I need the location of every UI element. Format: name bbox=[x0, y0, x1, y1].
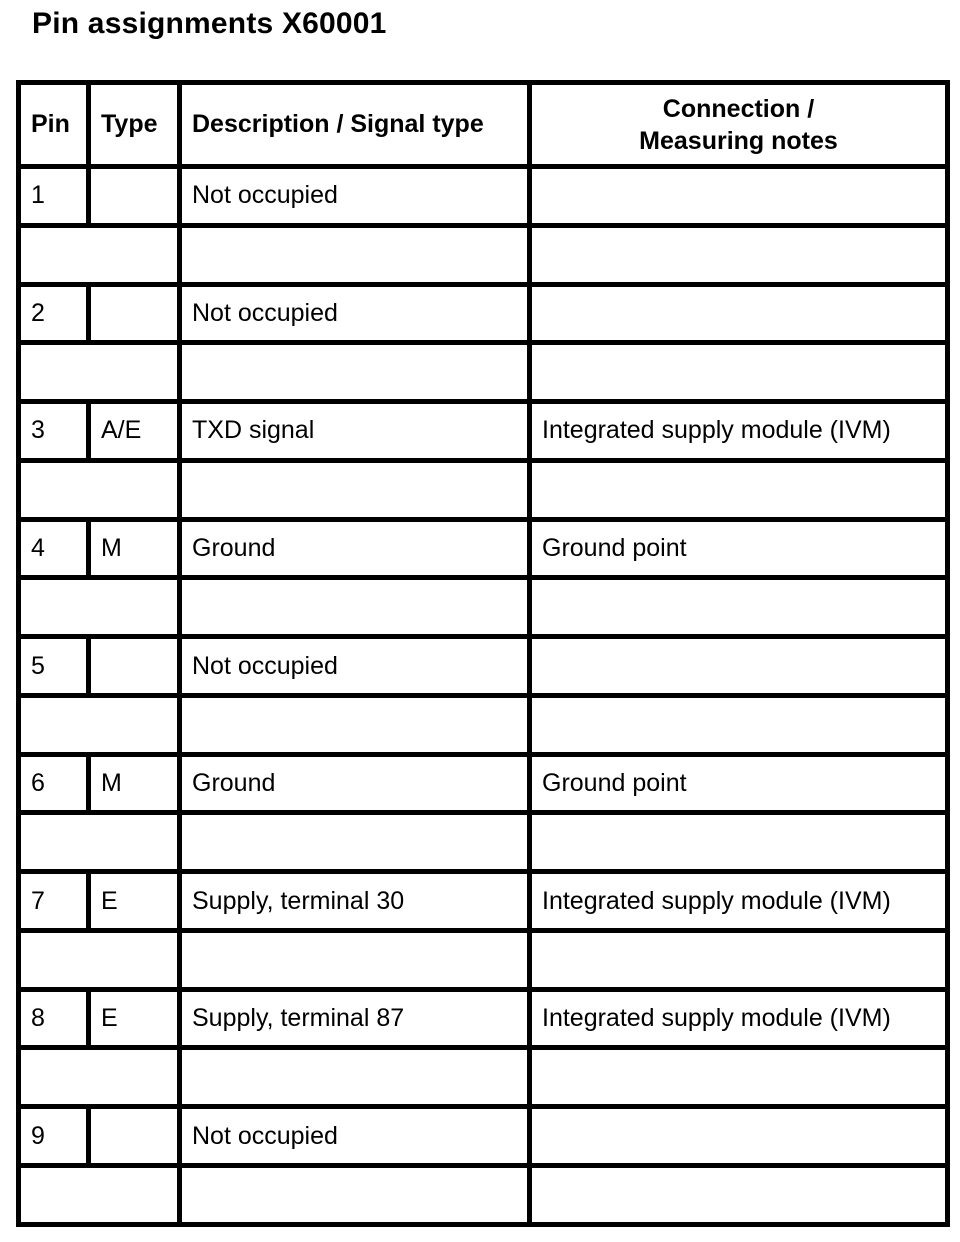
spacer-row bbox=[19, 460, 948, 519]
column-header-notes bbox=[530, 83, 948, 167]
spacer-cell bbox=[180, 695, 530, 754]
type-cell: E bbox=[89, 989, 180, 1048]
type-cell: M bbox=[89, 754, 180, 813]
type-cell: M bbox=[89, 519, 180, 578]
spacer-cell bbox=[180, 1048, 530, 1107]
spacer-cell bbox=[19, 813, 180, 872]
spacer-cell bbox=[19, 930, 180, 989]
type-cell: E bbox=[89, 872, 180, 931]
spacer-cell bbox=[530, 578, 948, 637]
column-header-notes-line1: Connection / bbox=[662, 94, 815, 123]
spacer-cell bbox=[530, 460, 948, 519]
notes-cell: Integrated supply module (IVM) bbox=[530, 402, 948, 461]
spacer-row bbox=[19, 813, 948, 872]
pin-cell: 6 bbox=[19, 754, 89, 813]
spacer-cell bbox=[530, 930, 948, 989]
description-cell: Not occupied bbox=[180, 637, 530, 696]
notes-cell: Integrated supply module (IVM) bbox=[530, 989, 948, 1048]
description-cell: Supply, terminal 87 bbox=[180, 989, 530, 1048]
table-row bbox=[19, 519, 948, 578]
type-cell bbox=[89, 167, 180, 226]
spacer-cell bbox=[19, 695, 180, 754]
spacer-cell bbox=[530, 1166, 948, 1225]
type-cell bbox=[89, 284, 180, 343]
notes-cell bbox=[530, 637, 948, 696]
column-header-description: Description / Signal type bbox=[180, 83, 530, 167]
notes-cell bbox=[530, 1107, 948, 1166]
spacer-cell bbox=[19, 578, 180, 637]
notes-cell: Ground point bbox=[530, 519, 948, 578]
description-cell: Ground bbox=[180, 754, 530, 813]
spacer-row bbox=[19, 578, 948, 637]
spacer-cell bbox=[180, 1166, 530, 1225]
table-row bbox=[19, 872, 948, 931]
description-cell: TXD signal bbox=[180, 402, 530, 461]
type-cell bbox=[89, 637, 180, 696]
pin-cell: 8 bbox=[19, 989, 89, 1048]
column-header-notes-line2: Measuring notes bbox=[639, 126, 838, 155]
spacer-cell bbox=[180, 813, 530, 872]
spacer-row bbox=[19, 343, 948, 402]
pin-cell: 5 bbox=[19, 637, 89, 696]
spacer-cell bbox=[530, 225, 948, 284]
page-title: Pin assignments X60001 bbox=[32, 7, 387, 40]
pin-assignment-table bbox=[16, 80, 950, 1227]
spacer-cell bbox=[530, 813, 948, 872]
spacer-row bbox=[19, 930, 948, 989]
pin-cell: 4 bbox=[19, 519, 89, 578]
spacer-cell bbox=[180, 460, 530, 519]
spacer-cell bbox=[180, 930, 530, 989]
spacer-cell bbox=[180, 225, 530, 284]
description-cell: Ground bbox=[180, 519, 530, 578]
table-row bbox=[19, 637, 948, 696]
spacer-row bbox=[19, 1166, 948, 1225]
table-row bbox=[19, 167, 948, 226]
column-header-type: Type bbox=[89, 83, 180, 167]
table-row bbox=[19, 754, 948, 813]
spacer-cell bbox=[530, 695, 948, 754]
spacer-cell bbox=[530, 343, 948, 402]
pin-cell: 3 bbox=[19, 402, 89, 461]
type-cell: A/E bbox=[89, 402, 180, 461]
spacer-cell bbox=[19, 343, 180, 402]
column-header-pin: Pin bbox=[19, 83, 89, 167]
spacer-cell bbox=[19, 1166, 180, 1225]
notes-cell bbox=[530, 284, 948, 343]
spacer-row bbox=[19, 225, 948, 284]
spacer-cell bbox=[19, 1048, 180, 1107]
spacer-cell bbox=[19, 460, 180, 519]
table-body bbox=[19, 167, 948, 1225]
spacer-cell bbox=[180, 578, 530, 637]
table-row bbox=[19, 1107, 948, 1166]
pin-cell: 7 bbox=[19, 872, 89, 931]
table-row bbox=[19, 402, 948, 461]
type-cell bbox=[89, 1107, 180, 1166]
description-cell: Not occupied bbox=[180, 1107, 530, 1166]
table-row bbox=[19, 989, 948, 1048]
description-cell: Supply, terminal 30 bbox=[180, 872, 530, 931]
spacer-row bbox=[19, 1048, 948, 1107]
pin-cell: 9 bbox=[19, 1107, 89, 1166]
table-row bbox=[19, 284, 948, 343]
table-header-row bbox=[19, 83, 948, 167]
spacer-cell bbox=[180, 343, 530, 402]
notes-cell: Ground point bbox=[530, 754, 948, 813]
pin-cell: 1 bbox=[19, 167, 89, 226]
description-cell: Not occupied bbox=[180, 284, 530, 343]
spacer-row bbox=[19, 695, 948, 754]
notes-cell: Integrated supply module (IVM) bbox=[530, 872, 948, 931]
description-cell: Not occupied bbox=[180, 167, 530, 226]
spacer-cell bbox=[19, 225, 180, 284]
spacer-cell bbox=[530, 1048, 948, 1107]
notes-cell bbox=[530, 167, 948, 226]
pin-cell: 2 bbox=[19, 284, 89, 343]
